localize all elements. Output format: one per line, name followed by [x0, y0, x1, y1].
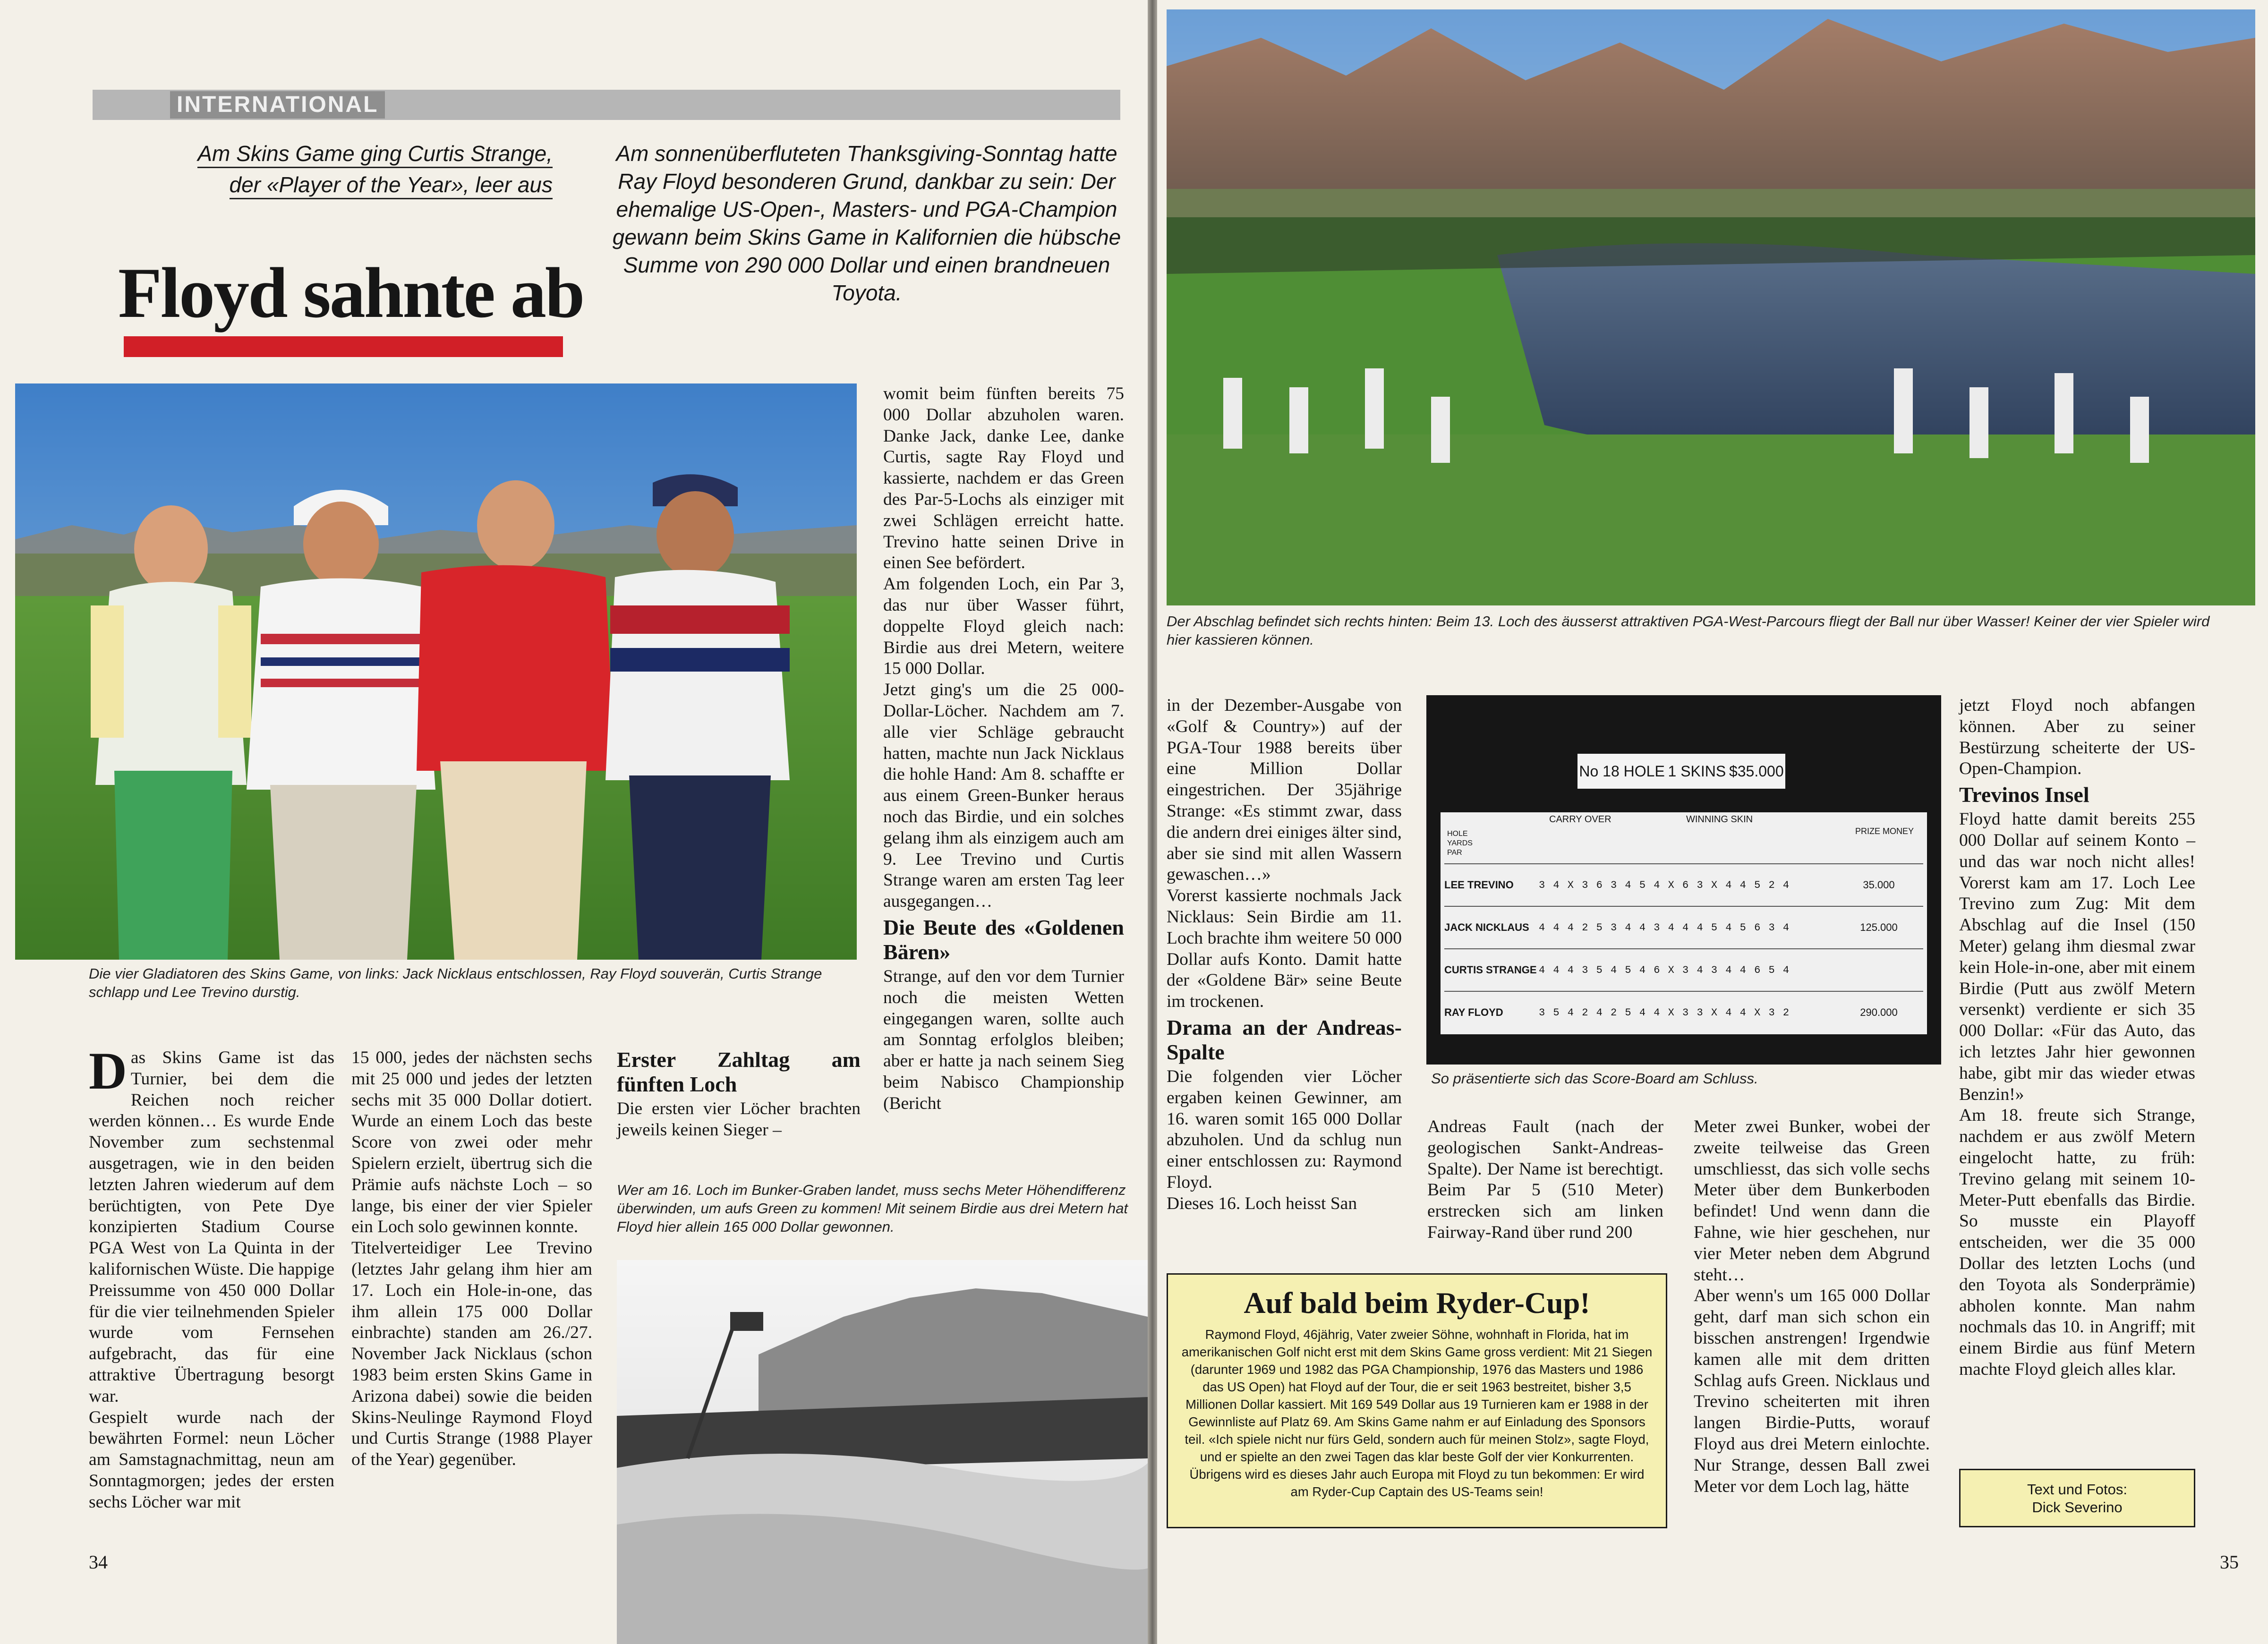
- body-column-3: [1694, 1116, 1930, 1497]
- scoreboard-amount: $35.000: [1729, 763, 1784, 780]
- bunker-photo: [617, 1260, 1148, 1644]
- par-label: PAR: [1447, 849, 1462, 857]
- body-column-4: [1959, 695, 2195, 1380]
- kicker-line-1: Am Skins Game ging Curtis Strange,: [197, 141, 553, 168]
- paragraph: Meter zwei Bunker, wobei der zweite teilweise das Green umschliesst, das sich volle sechs Meter über dem Bunkerboden befindet! Und wenn dann die Fahne, wie hier geschehen, nur vier Meter neben dem Abgrund steht…: [1694, 1117, 1930, 1285]
- players-group-photo: [15, 383, 857, 960]
- player-name: CURTIS STRANGE: [1444, 964, 1537, 976]
- player-scores: 3 5 4 2 4 2 5 4 4 X 3 3 X 4 4 X 3 2: [1539, 1006, 1791, 1019]
- section-header-strip: [93, 90, 1120, 120]
- subheading: Erster Zahltag am fünften Loch: [617, 1048, 861, 1096]
- paragraph: Andreas Fault (nach der geologischen Sankt-Andreas-Spalte). Der Name ist berechtigt. Beim Par 5 (510 Meter) erstrecken sich am linken Fairway-Rand über rund 200: [1427, 1117, 1663, 1242]
- bunker-photo-caption: Wer am 16. Loch im Bunker-Graben landet, muss sechs Meter Höhendifferenz überwinden, um aufs Green zu kommen! Mit seinem Birdie aus drei Metern hat Floyd hier allein 165 000 Dollar gewonnen.: [617, 1182, 1128, 1235]
- section-label: INTERNATIONAL: [170, 91, 385, 119]
- paragraph: Die ersten vier Löcher brachten jeweils keinen Sieger –: [617, 1099, 861, 1140]
- player-prize: 35.000: [1863, 879, 1895, 891]
- body-column-4: [883, 383, 1124, 1115]
- scoreboard-skins: 1 SKINS: [1668, 763, 1726, 780]
- player-prize: 290.000: [1860, 1006, 1898, 1018]
- player-scores: 4 4 4 2 5 3 4 4 3 4 4 4 5 4 5 6 3 4: [1539, 921, 1791, 934]
- yards-label: YARDS: [1447, 839, 1473, 847]
- ryder-cup-info-box: [1167, 1273, 1667, 1528]
- spine-gutter: [1148, 0, 1157, 1644]
- subheading: Die Beute des «Goldenen Bären»: [883, 915, 1124, 964]
- player-name: RAY FLOYD: [1444, 1006, 1503, 1018]
- paragraph: Gespielt wurde nach der bewährten Formel: neun Löcher am Samstagnachmittag, neun am Sonntagmorgen; jedes der ersten sechs Löcher war mit: [89, 1407, 334, 1512]
- winning-skin-label: WINNING SKIN: [1686, 814, 1753, 825]
- player-row: [1444, 863, 1923, 906]
- kicker: [137, 138, 553, 200]
- player-name: JACK NICKLAUS: [1444, 921, 1529, 933]
- scoreboard-photo: [1426, 695, 1941, 1065]
- scoreboard-table: [1441, 812, 1927, 1034]
- paragraph: Die folgenden vier Löcher ergaben keinen Gewinner, am 16. waren somit 165 000 Dollar abzuholen. Und da schlug nun einer entschlossen zu: Raymond Floyd.: [1167, 1066, 1402, 1192]
- drop-cap: D: [89, 1042, 127, 1100]
- credit-line-2: Dick Severino: [2032, 1499, 2123, 1516]
- body-column-3: [617, 1045, 861, 1141]
- player-prize: 125.000: [1860, 921, 1898, 933]
- paragraph: womit beim fünften bereits 75 000 Dollar abzuholen waren. Danke Jack, danke Lee, danke Curtis, sagte Ray Floyd und kassierte, nachdem er das Green des Par-5-Lochs als einziger mit zwei Schlägen erreicht hatte. Trevino hatte seinen Drive in einen See befördert.: [883, 384, 1124, 573]
- page-number: 34: [89, 1551, 108, 1573]
- player-row: [1444, 906, 1923, 948]
- photo-caption: Die vier Gladiatoren des Skins Game, von links: Jack Nicklaus entschlossen, Ray Floyd souverän, Curtis Strange schlapp und Lee Trevino durstig.: [89, 965, 822, 1000]
- paragraph: Titelverteidiger Lee Trevino (letztes Jahr gelang ihm hier am 17. Loch ein Hole-in-one, das ihm allein 175 000 Dollar einbrachte) standen am 26./27. November Jack Nicklaus (schon 1983 beim ersten Skins Game in Arizona dabei) sowie die beiden Skins-Neulinge Raymond Floyd und Curtis Strange (1988 Player of the Year) gegenüber.: [351, 1238, 592, 1470]
- course-photo-caption: Der Abschlag befindet sich rechts hinten: Beim 13. Loch des äusserst attraktiven PGA-West-Parcours fliegt der Ball nur über Wasser! Keiner der vier Spieler wird hier kassieren können.: [1167, 613, 2210, 648]
- paragraph: Floyd hatte damit bereits 255 000 Dollar auf seinem Konto – und das war noch nicht alles! Vorerst kam am 17. Loch Lee Trevino zum Zug: Mit dem Abschlag auf die Insel (150 Meter) gelang ihm diesmal zwar kein Hole-in-one, aber mit einem Birdie (Putt aus zwölf Metern versenkt) verdiente er sich 35 000 Dollar: «Für das Auto, das ich letztes Jahr hier gewonnen habe, gibt mir das wieder etwas Benzin!»: [1959, 809, 2195, 1104]
- body-column-2: [351, 1048, 592, 1471]
- paragraph-text: as Skins Game ist das Turnier, bei dem die Reichen noch reicher werden können… Es wurde Ende November zum sechstenmal ausgetragen, wie in den beiden letzten Jahren wiederum auf dem berüchtigten, von Pete Dye konzipierten Stadium Course PGA West von La Quinta in der kalifornischen Wüste. Die happige Preissumme von 450 000 Dollar für die vier teilnehmenden Spieler wurde vom Fernsehen aufgebracht, das für eine attraktive Übertragung besorgt war.: [89, 1048, 334, 1406]
- scoreboard-caption: So präsentierte sich das Score-Board am Schluss.: [1431, 1070, 1758, 1087]
- paragraph: Strange, auf den vor dem Turnier noch die meisten Wetten eingegangen waren, sollte auch am Sonntag erfolglos bleiben; aber er hatte ja nach seinem Sieg beim Nabisco Championship (Bericht: [883, 966, 1124, 1113]
- paragraph: [89, 1042, 334, 1407]
- paragraph: in der Dezember-Ausgabe von «Golf & Country») auf der PGA-Tour 1988 bereits über eine Million Dollar eingestrichen. Der 35jährige Strange: «Es stimmt zwar, dass die andern drei einiges älter sind, aber sie sind mit allen Wassern gewaschen…»: [1167, 696, 1402, 885]
- paragraph: Vorerst kassierte nochmals Jack Nicklaus: Sein Birdie am 11. Loch brachte ihm weitere 50 000 Dollar aufs Konto. Damit hatte der «Goldene Bär» seine Beute im trockenen.: [1167, 886, 1402, 1012]
- paragraph: Am 18. freute sich Strange, nachdem er aus zwölf Metern eingelocht hatte, zu früh: Trevino gelang mit seinem 10-Meter-Putt ebenfalls das Birdie. So musste ein Playoff entscheiden, wer die 35 000 Dollar des letzten Lochs (und den Toyota als Sonderprämie) abholen konnte. Man nahm nochmals das 10. in Angriff; mit einem Birdie aus fünf Metern machte Floyd gleich alles klar.: [1959, 1106, 2195, 1379]
- carry-over-label: CARRY OVER: [1549, 814, 1611, 825]
- body-column-1: [89, 1042, 334, 1513]
- player-row: [1444, 991, 1923, 1033]
- paragraph: Am folgenden Loch, ein Par 3, das nur über Wasser führt, doppelte Floyd gleich nach: Birdie aus drei Metern, weitere 15 000 Dollar.: [883, 574, 1124, 679]
- player-name: LEE TREVINO: [1444, 879, 1514, 891]
- subheading: Drama an der Andreas-Spalte: [1167, 1015, 1402, 1064]
- scoreboard-title: No 18 HOLE: [1579, 763, 1665, 780]
- lead-paragraph: Am sonnenüberfluteten Thanksgiving-Sonntag hatte Ray Floyd besonderen Grund, dankbar zu sein: Der ehemalige US-Open-, Masters- und PGA-Champion gewann beim Skins Game in Kalifornien die hübsche Summe von 290 000 Dollar und einen brandneuen Toyota.: [612, 141, 1121, 305]
- body-column-1: [1167, 695, 1402, 1215]
- player-scores: 3 4 X 3 6 3 4 5 4 X 6 3 X 4 4 5 2 4: [1539, 879, 1791, 891]
- course-photo: [1167, 9, 2255, 605]
- info-box-title: Auf bald beim Ryder-Cup!: [1244, 1286, 1590, 1320]
- photo-credit-box: [1959, 1469, 2195, 1527]
- prize-money-label: PRIZE MONEY: [1855, 826, 1914, 836]
- headline: Floyd sahnte ab: [118, 253, 584, 332]
- scoreboard-rows: [1444, 863, 1923, 1033]
- headline-red-bar: [124, 336, 563, 357]
- paragraph: Aber wenn's um 165 000 Dollar geht, darf man sich schon ein bisschen anstrengen! Irgendwie kamen alle mit dem dritten Schlag aufs Green. Nicklaus und Trevino scheiterten mit ihren langen Birdie-Putts, worauf Floyd aus drei Metern einlochte. Nur Strange, dessen Ball zwei Meter vor dem Loch lag, hätte: [1694, 1286, 1930, 1496]
- credit-line-1: Text und Fotos:: [2027, 1481, 2127, 1498]
- row-labels: [1447, 829, 1473, 858]
- subheading: Trevinos Insel: [1959, 783, 2089, 807]
- player-scores: 4 4 4 3 5 4 5 4 6 X 3 4 3 4 4 6 5 4: [1539, 964, 1791, 976]
- hole-label: HOLE: [1447, 830, 1468, 838]
- page-number: 35: [2220, 1551, 2239, 1573]
- paragraph: Jetzt ging's um die 25 000-Dollar-Löcher. Nachdem am 7. alle vier Schläge gebraucht hatten, machte nun Jack Nicklaus die hohle Hand: Am 8. schaffte er aus einem Green-Bunker heraus noch das Birdie, und ein solches gelang ihm als einzigem auch am 9. Lee Trevino und Curtis Strange waren am ersten Tag leer ausgegangen…: [883, 680, 1124, 911]
- paragraph: jetzt Floyd noch abfangen können. Aber zu seiner Bestürzung scheiterte der US-Open-Champion.: [1959, 696, 2195, 779]
- paragraph: Dieses 16. Loch heisst San: [1167, 1193, 1357, 1213]
- info-box-text: Raymond Floyd, 46jährig, Vater zweier Söhne, wohnhaft in Florida, hat im amerikanischen Golf nicht erst mit dem Skins Game gross verdient: Mit 21 Siegen (darunter 1969 und 1982 das PGA Championship, 1976 das Masters und 1986 das US Open) hat Floyd auf der Tour, die er seit 1963 bestreitet, bisher 3,5 Millionen Dollar kassiert. Mit 169 549 Dollar aus 19 Turnieren kam er 1988 in der Gewinnliste auf Platz 69. Am Skins Game nahm er auf Einladung des Sponsors teil. «Ich spiele nicht nur fürs Geld, sondern auch für meinen Stolz», sagte Floyd, und er spielte an den zwei Tagen das klar beste Golf der vier Konkurrenten. Übrigens wird es dieses Jahr auch Europa mit Floyd zu tun bekommen: Er wird am Ryder-Cup Captain des US-Teams sein!: [1181, 1327, 1653, 1499]
- player-row: [1444, 948, 1923, 991]
- scoreboard-header: [1577, 754, 1785, 789]
- paragraph: 15 000, jedes der nächsten sechs mit 25 000 und jedes der letzten sechs mit 35 000 Dollar dotiert. Wurde an einem Loch das beste Score von zwei oder mehr Spielern erzielt, übertrug sich die Prämie aufs nächste Loch – so lange, bis einer der vier Spieler ein Loch solo gewinnen konnte.: [351, 1048, 592, 1237]
- kicker-line-2: der «Player of the Year», leer aus: [230, 172, 553, 199]
- body-column-2: [1427, 1116, 1663, 1244]
